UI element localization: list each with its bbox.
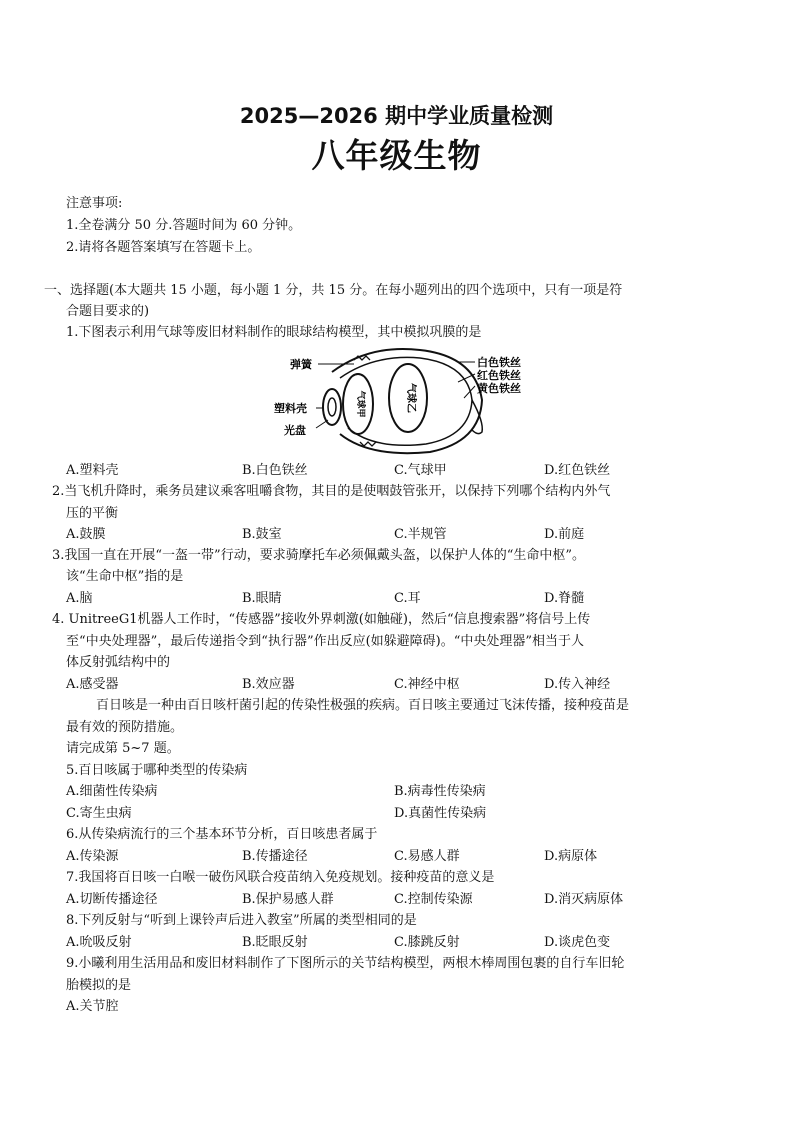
passage-text: 最有效的预防措施。 (66, 720, 184, 735)
question-3-stem: 3.我国一直在开展“一盔一带”行动，要求骑摩托车必须佩戴头盔，以保护人体的“生命中枢”。 (52, 548, 585, 563)
q2-option: B.鼓室 (242, 527, 282, 542)
label-disc: 光盘 (284, 424, 306, 437)
q8-option: A.吮吸反射 (66, 935, 132, 950)
q3-option: C.耳 (394, 591, 421, 606)
label-red-wire: 红色铁丝 (477, 369, 521, 382)
q3-option: A.脑 (66, 591, 93, 606)
q8-option: C.膝跳反射 (394, 935, 460, 950)
question-6-stem: 6.从传染病流行的三个基本环节分析，百日咳患者属于 (66, 827, 378, 842)
q2-option: D.前庭 (544, 527, 585, 542)
q6-option: C.易感人群 (394, 849, 460, 864)
exam-title: 2025—2026 期中学业质量检测 (239, 104, 554, 128)
q6-option: D.病原体 (544, 849, 598, 864)
notes-heading: 注意事项: (66, 196, 123, 211)
q5-option: B.病毒性传染病 (394, 784, 486, 799)
q4-option: B.效应器 (242, 677, 295, 692)
label-balloon-a: 气球甲 (355, 390, 365, 418)
section-intro: 合题目要求的) (66, 304, 150, 319)
q7-option: C.控制传染源 (394, 892, 473, 907)
section-intro: 一、选择题(本大题共 15 小题，每小题 1 分，共 15 分。在每小题列出的四个选项中，只有一项是符 (44, 283, 623, 298)
q3-option: D.脊髓 (544, 591, 585, 606)
question-8-stem: 8.下列反射与“听到上课铃声后进入教室”所属的类型相同的是 (66, 913, 417, 928)
question-5-stem: 5.百日咳属于哪种类型的传染病 (66, 763, 248, 778)
passage-instruction: 请完成第 5~7 题。 (66, 741, 180, 756)
question-9-stem: 胎模拟的是 (66, 978, 132, 993)
q9-option: A.关节腔 (66, 999, 119, 1014)
label-yellow-wire: 黄色铁丝 (477, 382, 521, 395)
q5-option: C.寄生虫病 (66, 806, 132, 821)
q8-option: B.眨眼反射 (242, 935, 308, 950)
note-item: 2.请将各题答案填写在答题卡上。 (66, 240, 261, 255)
q7-option: B.保护易感人群 (242, 892, 334, 907)
q1-option: D.红色铁丝 (544, 463, 611, 478)
q6-option: B.传播途径 (242, 849, 308, 864)
question-4-stem: 4. UnitreeG1机器人工作时，“传感器”接收外界刺激(如触碰)，然后“信息搜索器”将信号上传 (52, 612, 591, 627)
question-4-stem: 至“中央处理器”，最后传递指令到“执行器”作出反应(如躲避障碍)。“中央处理器”相当于人 (66, 634, 585, 649)
q4-option: C.神经中枢 (394, 677, 460, 692)
note-item: 1.全卷满分 50 分.答题时间为 60 分钟。 (66, 218, 302, 233)
label-white-wire: 白色铁丝 (477, 356, 521, 369)
q4-option: A.感受器 (66, 677, 119, 692)
label-spring: 弹簧 (290, 358, 312, 371)
question-7-stem: 7.我国将百日咳一白喉一破伤风联合疫苗纳入免疫规划。接种疫苗的意义是 (66, 870, 495, 885)
q1-option: C.气球甲 (394, 463, 447, 478)
exam-subject: 八年级生物 (311, 136, 482, 175)
question-4-stem: 体反射弧结构中的 (66, 655, 171, 670)
passage-text: 百日咳是一种由百日咳杆菌引起的传染性极强的疾病。百日咳主要通过飞沫传播，接种疫苗是 (96, 698, 630, 713)
eye-model-figure (270, 342, 540, 457)
q2-option: C.半规管 (394, 527, 447, 542)
q6-option: A.传染源 (66, 849, 119, 864)
q2-option: A.鼓膜 (66, 527, 106, 542)
q1-option: A.塑料壳 (66, 463, 119, 478)
q1-option: B.白色铁丝 (242, 463, 308, 478)
q3-option: B.眼睛 (242, 591, 282, 606)
question-2-stem: 2.当飞机升降时，乘务员建议乘客咀嚼食物，其目的是使咽鼓管张开，以保持下列哪个结构内外气 (52, 484, 611, 499)
question-9-stem: 9.小曦利用生活用品和废旧材料制作了下图所示的关节结构模型，两根木棒周围包裹的自行车旧轮 (66, 956, 625, 971)
q8-option: D.谈虎色变 (544, 935, 611, 950)
q4-option: D.传入神经 (544, 677, 611, 692)
q7-option: D.消灭病原体 (544, 892, 624, 907)
label-shell: 塑料壳 (274, 402, 307, 415)
q7-option: A.切断传播途径 (66, 892, 158, 907)
question-3-stem: 该“生命中枢”指的是 (66, 569, 184, 584)
question-2-stem: 压的平衡 (66, 506, 119, 521)
q5-option: D.真菌性传染病 (394, 806, 487, 821)
label-balloon-b: 气球乙 (405, 383, 416, 413)
q5-option: A.细菌性传染病 (66, 784, 158, 799)
question-1-stem: 1.下图表示利用气球等废旧材料制作的眼球结构模型，其中模拟巩膜的是 (66, 325, 482, 340)
